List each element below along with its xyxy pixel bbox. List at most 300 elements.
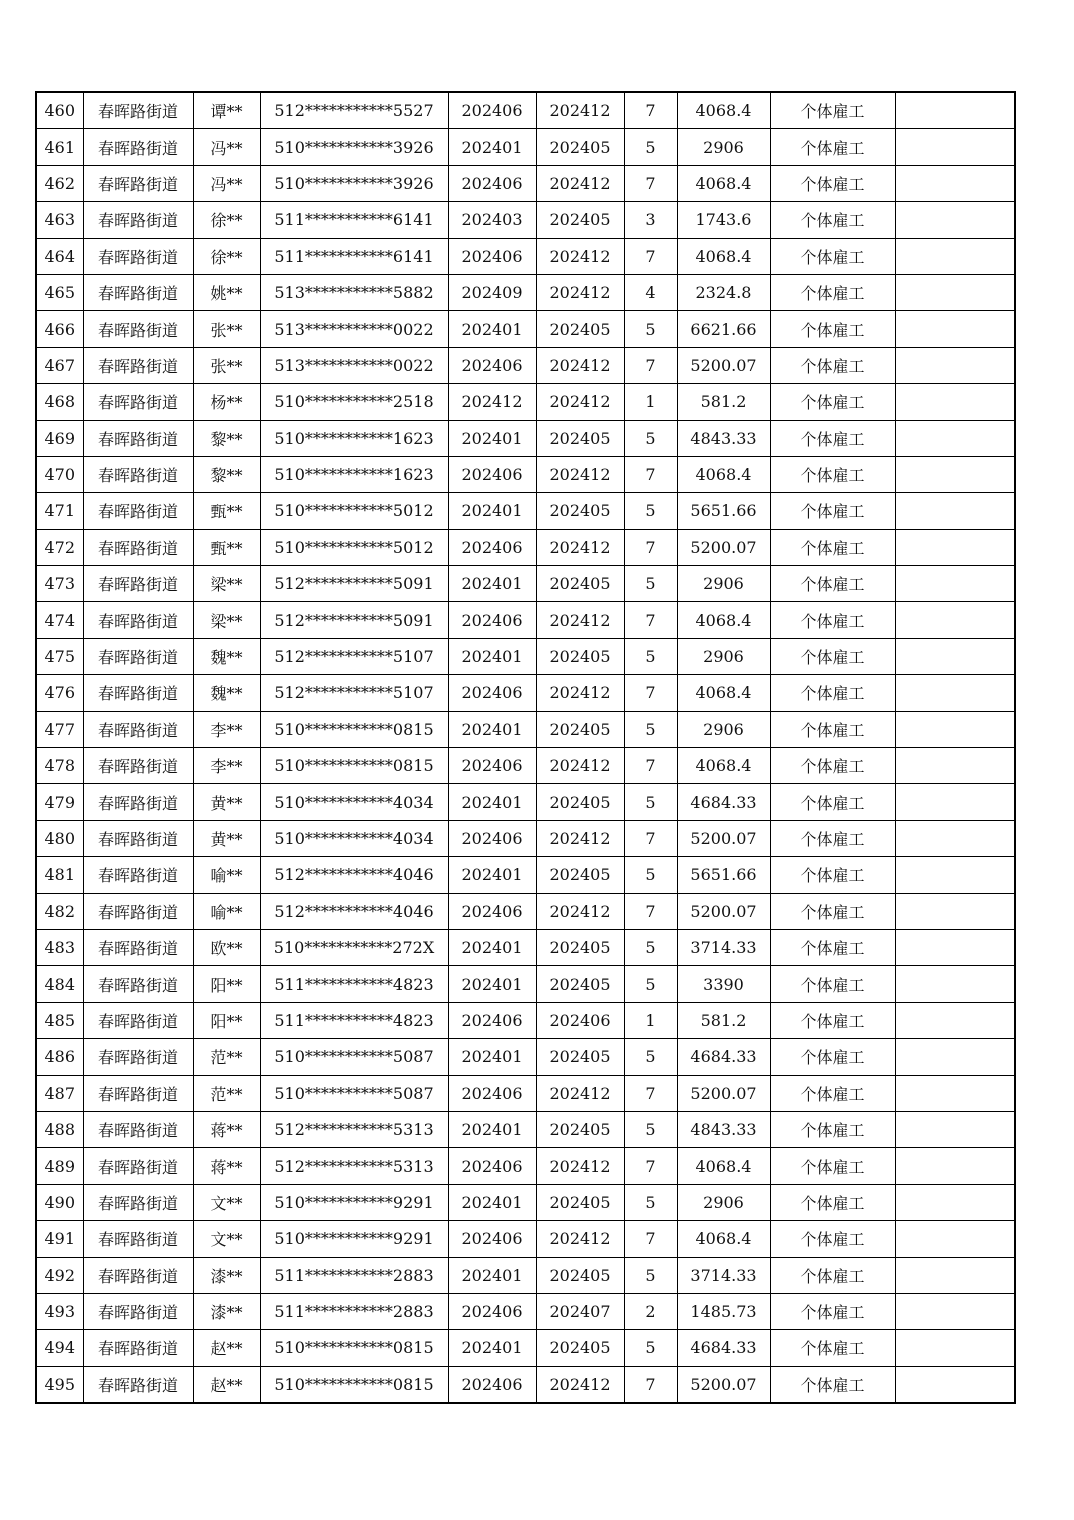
type-cell: 个体雇工 [770,311,895,347]
end-month-cell: 202412 [536,1148,624,1184]
amount-cell: 5200.07 [677,893,770,929]
table-row [36,420,1015,456]
row-number-cell: 460 [36,92,83,129]
amount-cell: 4068.4 [677,748,770,784]
type-cell: 个体雇工 [770,1221,895,1257]
end-month-cell: 202405 [536,1257,624,1293]
end-month-cell: 202405 [536,1184,624,1220]
amount-cell: 5651.66 [677,493,770,529]
end-month-cell: 202405 [536,566,624,602]
amount-cell: 2906 [677,129,770,165]
street-cell: 春晖路街道 [83,1148,193,1184]
remark-cell [895,784,1015,820]
months-cell: 5 [624,420,677,456]
remark-cell [895,238,1015,274]
id-number-cell: 511***********6141 [260,202,448,238]
end-month-cell: 202412 [536,893,624,929]
table-row [36,274,1015,310]
table-row [36,602,1015,638]
amount-cell: 4843.33 [677,1111,770,1147]
start-month-cell: 202406 [448,92,536,129]
end-month-cell: 202405 [536,711,624,747]
street-cell: 春晖路街道 [83,820,193,856]
table-row [36,638,1015,674]
row-number-cell: 464 [36,238,83,274]
remark-cell [895,929,1015,965]
end-month-cell: 202412 [536,456,624,492]
amount-cell: 4068.4 [677,238,770,274]
name-cell: 徐** [193,238,260,274]
name-cell: 魏** [193,675,260,711]
start-month-cell: 202406 [448,238,536,274]
id-number-cell: 512***********4046 [260,893,448,929]
type-cell: 个体雇工 [770,238,895,274]
name-cell: 张** [193,311,260,347]
months-cell: 3 [624,202,677,238]
months-cell: 7 [624,529,677,565]
amount-cell: 3714.33 [677,1257,770,1293]
start-month-cell: 202401 [448,1039,536,1075]
row-number-cell: 478 [36,748,83,784]
type-cell: 个体雇工 [770,1330,895,1366]
months-cell: 5 [624,566,677,602]
name-cell: 黎** [193,456,260,492]
remark-cell [895,165,1015,201]
street-cell: 春晖路街道 [83,274,193,310]
months-cell: 5 [624,929,677,965]
name-cell: 喻** [193,893,260,929]
row-number-cell: 492 [36,1257,83,1293]
table-row [36,129,1015,165]
type-cell: 个体雇工 [770,1039,895,1075]
start-month-cell: 202401 [448,711,536,747]
end-month-cell: 202405 [536,966,624,1002]
id-number-cell: 512***********5313 [260,1148,448,1184]
type-cell: 个体雇工 [770,529,895,565]
table-row [36,238,1015,274]
id-number-cell: 510***********9291 [260,1184,448,1220]
id-number-cell: 511***********4823 [260,966,448,1002]
table-row [36,1184,1015,1220]
type-cell: 个体雇工 [770,711,895,747]
id-number-cell: 512***********5091 [260,566,448,602]
row-number-cell: 486 [36,1039,83,1075]
id-number-cell: 510***********5012 [260,529,448,565]
months-cell: 5 [624,1257,677,1293]
type-cell: 个体雇工 [770,92,895,129]
row-number-cell: 488 [36,1111,83,1147]
street-cell: 春晖路街道 [83,893,193,929]
street-cell: 春晖路街道 [83,420,193,456]
end-month-cell: 202412 [536,529,624,565]
street-cell: 春晖路街道 [83,748,193,784]
table-row [36,529,1015,565]
id-number-cell: 510***********0815 [260,748,448,784]
row-number-cell: 477 [36,711,83,747]
id-number-cell: 511***********2883 [260,1257,448,1293]
id-number-cell: 513***********5882 [260,274,448,310]
id-number-cell: 512***********5313 [260,1111,448,1147]
remark-cell [895,311,1015,347]
table-row [36,566,1015,602]
end-month-cell: 202405 [536,311,624,347]
remark-cell [895,748,1015,784]
type-cell: 个体雇工 [770,675,895,711]
table-row [36,1148,1015,1184]
months-cell: 7 [624,1366,677,1403]
table-row [36,456,1015,492]
row-number-cell: 494 [36,1330,83,1366]
type-cell: 个体雇工 [770,1002,895,1038]
type-cell: 个体雇工 [770,420,895,456]
street-cell: 春晖路街道 [83,1075,193,1111]
remark-cell [895,1221,1015,1257]
start-month-cell: 202401 [448,1330,536,1366]
end-month-cell: 202407 [536,1293,624,1329]
months-cell: 5 [624,711,677,747]
id-number-cell: 511***********6141 [260,238,448,274]
months-cell: 5 [624,129,677,165]
name-cell: 冯** [193,129,260,165]
row-number-cell: 485 [36,1002,83,1038]
name-cell: 甄** [193,493,260,529]
start-month-cell: 202406 [448,1148,536,1184]
name-cell: 谭** [193,92,260,129]
months-cell: 1 [624,1002,677,1038]
table-row [36,675,1015,711]
months-cell: 7 [624,893,677,929]
table-row [36,1366,1015,1403]
months-cell: 5 [624,1111,677,1147]
remark-cell [895,347,1015,383]
end-month-cell: 202412 [536,1221,624,1257]
street-cell: 春晖路街道 [83,456,193,492]
months-cell: 7 [624,602,677,638]
id-number-cell: 512***********4046 [260,857,448,893]
start-month-cell: 202406 [448,165,536,201]
amount-cell: 4068.4 [677,675,770,711]
row-number-cell: 481 [36,857,83,893]
amount-cell: 4684.33 [677,1039,770,1075]
name-cell: 李** [193,748,260,784]
id-number-cell: 510***********1623 [260,456,448,492]
end-month-cell: 202406 [536,1002,624,1038]
table-row [36,493,1015,529]
id-number-cell: 510***********9291 [260,1221,448,1257]
street-cell: 春晖路街道 [83,929,193,965]
row-number-cell: 480 [36,820,83,856]
months-cell: 5 [624,311,677,347]
start-month-cell: 202403 [448,202,536,238]
id-number-cell: 512***********5107 [260,638,448,674]
end-month-cell: 202412 [536,820,624,856]
months-cell: 5 [624,1330,677,1366]
months-cell: 7 [624,238,677,274]
row-number-cell: 476 [36,675,83,711]
months-cell: 7 [624,165,677,201]
id-number-cell: 510***********3926 [260,165,448,201]
start-month-cell: 202401 [448,311,536,347]
street-cell: 春晖路街道 [83,238,193,274]
end-month-cell: 202405 [536,638,624,674]
row-number-cell: 463 [36,202,83,238]
name-cell: 赵** [193,1366,260,1403]
row-number-cell: 495 [36,1366,83,1403]
id-number-cell: 513***********0022 [260,347,448,383]
name-cell: 黄** [193,820,260,856]
table-body [36,92,1015,1403]
type-cell: 个体雇工 [770,456,895,492]
street-cell: 春晖路街道 [83,1039,193,1075]
table-row [36,784,1015,820]
remark-cell [895,1184,1015,1220]
start-month-cell: 202401 [448,1111,536,1147]
end-month-cell: 202405 [536,857,624,893]
street-cell: 春晖路街道 [83,711,193,747]
start-month-cell: 202401 [448,420,536,456]
end-month-cell: 202412 [536,748,624,784]
remark-cell [895,1111,1015,1147]
table-row [36,92,1015,129]
street-cell: 春晖路街道 [83,1221,193,1257]
months-cell: 1 [624,384,677,420]
id-number-cell: 510***********0815 [260,711,448,747]
table-row [36,966,1015,1002]
remark-cell [895,1002,1015,1038]
street-cell: 春晖路街道 [83,638,193,674]
start-month-cell: 202406 [448,529,536,565]
table-row [36,857,1015,893]
table-row [36,347,1015,383]
start-month-cell: 202406 [448,602,536,638]
start-month-cell: 202406 [448,456,536,492]
end-month-cell: 202405 [536,493,624,529]
end-month-cell: 202412 [536,1366,624,1403]
end-month-cell: 202405 [536,420,624,456]
amount-cell: 4068.4 [677,92,770,129]
id-number-cell: 510***********4034 [260,820,448,856]
end-month-cell: 202412 [536,92,624,129]
amount-cell: 4068.4 [677,1148,770,1184]
street-cell: 春晖路街道 [83,92,193,129]
table-row [36,1257,1015,1293]
remark-cell [895,966,1015,1002]
amount-cell: 581.2 [677,384,770,420]
type-cell: 个体雇工 [770,784,895,820]
name-cell: 冯** [193,165,260,201]
document-page [35,91,1016,1404]
name-cell: 蒋** [193,1111,260,1147]
months-cell: 7 [624,347,677,383]
table-row [36,1002,1015,1038]
id-number-cell: 510***********5012 [260,493,448,529]
id-number-cell: 512***********5527 [260,92,448,129]
street-cell: 春晖路街道 [83,1002,193,1038]
amount-cell: 4068.4 [677,602,770,638]
row-number-cell: 475 [36,638,83,674]
type-cell: 个体雇工 [770,638,895,674]
months-cell: 7 [624,748,677,784]
table-row [36,711,1015,747]
start-month-cell: 202401 [448,929,536,965]
id-number-cell: 510***********0815 [260,1366,448,1403]
months-cell: 7 [624,1148,677,1184]
amount-cell: 2906 [677,711,770,747]
table-row [36,311,1015,347]
name-cell: 范** [193,1039,260,1075]
amount-cell: 5651.66 [677,857,770,893]
row-number-cell: 490 [36,1184,83,1220]
remark-cell [895,456,1015,492]
name-cell: 阳** [193,966,260,1002]
start-month-cell: 202401 [448,493,536,529]
row-number-cell: 474 [36,602,83,638]
type-cell: 个体雇工 [770,893,895,929]
street-cell: 春晖路街道 [83,529,193,565]
start-month-cell: 202401 [448,638,536,674]
row-number-cell: 462 [36,165,83,201]
street-cell: 春晖路街道 [83,1184,193,1220]
type-cell: 个体雇工 [770,748,895,784]
row-number-cell: 473 [36,566,83,602]
row-number-cell: 489 [36,1148,83,1184]
row-number-cell: 487 [36,1075,83,1111]
end-month-cell: 202412 [536,274,624,310]
id-number-cell: 510***********5087 [260,1039,448,1075]
table-row [36,165,1015,201]
months-cell: 5 [624,1184,677,1220]
type-cell: 个体雇工 [770,566,895,602]
name-cell: 黄** [193,784,260,820]
amount-cell: 5200.07 [677,1366,770,1403]
remark-cell [895,1366,1015,1403]
street-cell: 春晖路街道 [83,602,193,638]
street-cell: 春晖路街道 [83,311,193,347]
months-cell: 7 [624,1075,677,1111]
end-month-cell: 202412 [536,238,624,274]
remark-cell [895,274,1015,310]
row-number-cell: 472 [36,529,83,565]
street-cell: 春晖路街道 [83,1366,193,1403]
type-cell: 个体雇工 [770,1111,895,1147]
months-cell: 5 [624,784,677,820]
remark-cell [895,602,1015,638]
remark-cell [895,675,1015,711]
start-month-cell: 202406 [448,1002,536,1038]
name-cell: 杨** [193,384,260,420]
type-cell: 个体雇工 [770,1075,895,1111]
street-cell: 春晖路街道 [83,493,193,529]
amount-cell: 2906 [677,638,770,674]
row-number-cell: 491 [36,1221,83,1257]
id-number-cell: 510***********4034 [260,784,448,820]
amount-cell: 5200.07 [677,820,770,856]
start-month-cell: 202406 [448,748,536,784]
id-number-cell: 510***********272X [260,929,448,965]
id-number-cell: 511***********4823 [260,1002,448,1038]
type-cell: 个体雇工 [770,165,895,201]
months-cell: 5 [624,966,677,1002]
street-cell: 春晖路街道 [83,675,193,711]
street-cell: 春晖路街道 [83,1330,193,1366]
street-cell: 春晖路街道 [83,857,193,893]
table-row [36,748,1015,784]
start-month-cell: 202401 [448,966,536,1002]
remark-cell [895,529,1015,565]
remark-cell [895,1330,1015,1366]
amount-cell: 4068.4 [677,456,770,492]
remark-cell [895,92,1015,129]
type-cell: 个体雇工 [770,202,895,238]
start-month-cell: 202401 [448,1184,536,1220]
end-month-cell: 202412 [536,384,624,420]
start-month-cell: 202409 [448,274,536,310]
end-month-cell: 202405 [536,784,624,820]
amount-cell: 581.2 [677,1002,770,1038]
amount-cell: 2906 [677,566,770,602]
months-cell: 5 [624,857,677,893]
amount-cell: 5200.07 [677,529,770,565]
name-cell: 梁** [193,602,260,638]
id-number-cell: 510***********3926 [260,129,448,165]
remark-cell [895,1148,1015,1184]
end-month-cell: 202412 [536,602,624,638]
row-number-cell: 461 [36,129,83,165]
amount-cell: 1485.73 [677,1293,770,1329]
months-cell: 5 [624,638,677,674]
street-cell: 春晖路街道 [83,966,193,1002]
table-row [36,929,1015,965]
remark-cell [895,1039,1015,1075]
end-month-cell: 202412 [536,675,624,711]
end-month-cell: 202405 [536,1039,624,1075]
amount-cell: 3390 [677,966,770,1002]
start-month-cell: 202406 [448,1075,536,1111]
row-number-cell: 471 [36,493,83,529]
id-number-cell: 511***********2883 [260,1293,448,1329]
months-cell: 5 [624,493,677,529]
start-month-cell: 202406 [448,675,536,711]
remark-cell [895,202,1015,238]
remark-cell [895,1293,1015,1329]
table-row [36,1075,1015,1111]
table-row [36,1039,1015,1075]
row-number-cell: 483 [36,929,83,965]
name-cell: 张** [193,347,260,383]
amount-cell: 2324.8 [677,274,770,310]
row-number-cell: 493 [36,1293,83,1329]
end-month-cell: 202405 [536,1111,624,1147]
street-cell: 春晖路街道 [83,202,193,238]
remark-cell [895,711,1015,747]
type-cell: 个体雇工 [770,129,895,165]
id-number-cell: 513***********0022 [260,311,448,347]
row-number-cell: 482 [36,893,83,929]
name-cell: 欧** [193,929,260,965]
months-cell: 7 [624,820,677,856]
type-cell: 个体雇工 [770,493,895,529]
type-cell: 个体雇工 [770,1184,895,1220]
type-cell: 个体雇工 [770,1366,895,1403]
table-row [36,202,1015,238]
type-cell: 个体雇工 [770,602,895,638]
name-cell: 漆** [193,1293,260,1329]
row-number-cell: 484 [36,966,83,1002]
months-cell: 4 [624,274,677,310]
street-cell: 春晖路街道 [83,347,193,383]
type-cell: 个体雇工 [770,1148,895,1184]
name-cell: 漆** [193,1257,260,1293]
